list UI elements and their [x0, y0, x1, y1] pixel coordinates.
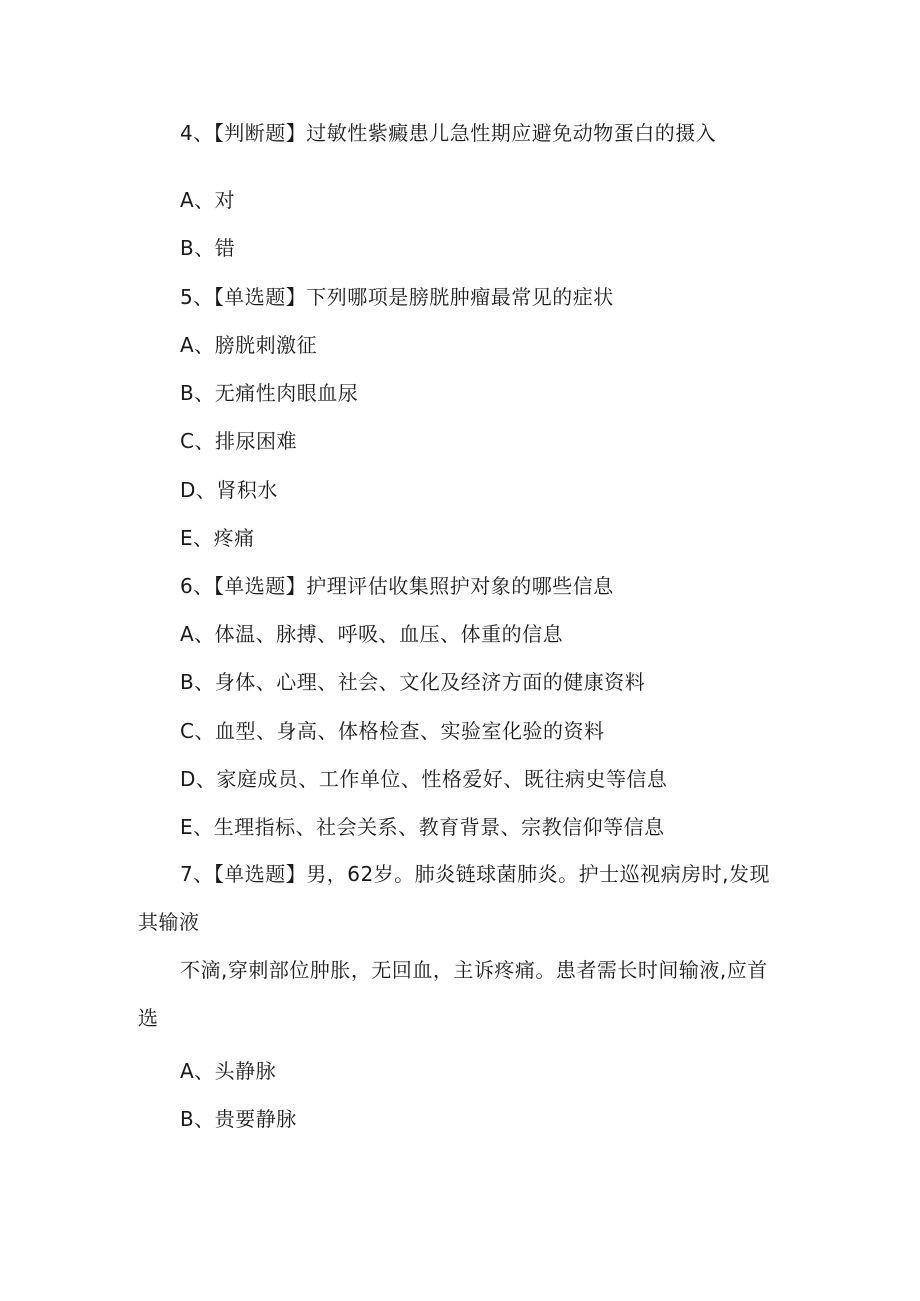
question-6-option-a: A、体温、脉搏、呼吸、血压、体重的信息	[180, 622, 564, 646]
question-5-option-b: B、无痛性肉眼血尿	[180, 381, 359, 405]
question-7-stem-part1: 7、【单选题】男，62岁。肺炎链球菌肺炎。护士巡视病房时,发现其输液	[138, 862, 771, 934]
question-6-option-b: B、身体、心理、社会、文化及经济方面的健康资料	[180, 670, 646, 694]
question-7-stem-part2: 不滴,穿刺部位肿胀，无回血，主诉疼痛。患者需长时间输液,应首选	[138, 958, 768, 1030]
question-4-option-b: B、错	[180, 236, 236, 260]
question-6-option-e: E、生理指标、社会关系、教育背景、宗教信仰等信息	[180, 815, 665, 839]
question-5-option-c: C、排尿困难	[180, 429, 297, 453]
question-5-option-a: A、膀胱刺激征	[180, 333, 318, 357]
question-6-option-d: D、家庭成员、工作单位、性格爱好、既往病史等信息	[180, 767, 668, 791]
question-7-option-b: B、贵要静脉	[180, 1107, 297, 1131]
question-5-option-e: E、疼痛	[180, 526, 255, 550]
question-6-option-c: C、血型、身高、体格检查、实验室化验的资料	[180, 719, 605, 743]
question-7-option-a: A、头静脉	[180, 1059, 277, 1083]
question-4-option-a: A、对	[180, 188, 236, 212]
question-4-stem: 4、【判断题】过敏性紫癜患儿急性期应避免动物蛋白的摄入	[180, 121, 717, 145]
question-6-stem: 6、【单选题】护理评估收集照护对象的哪些信息	[180, 574, 614, 598]
question-5-stem: 5、【单选题】下列哪项是膀胱肿瘤最常见的症状	[180, 285, 614, 309]
question-5-option-d: D、肾积水	[180, 478, 278, 502]
